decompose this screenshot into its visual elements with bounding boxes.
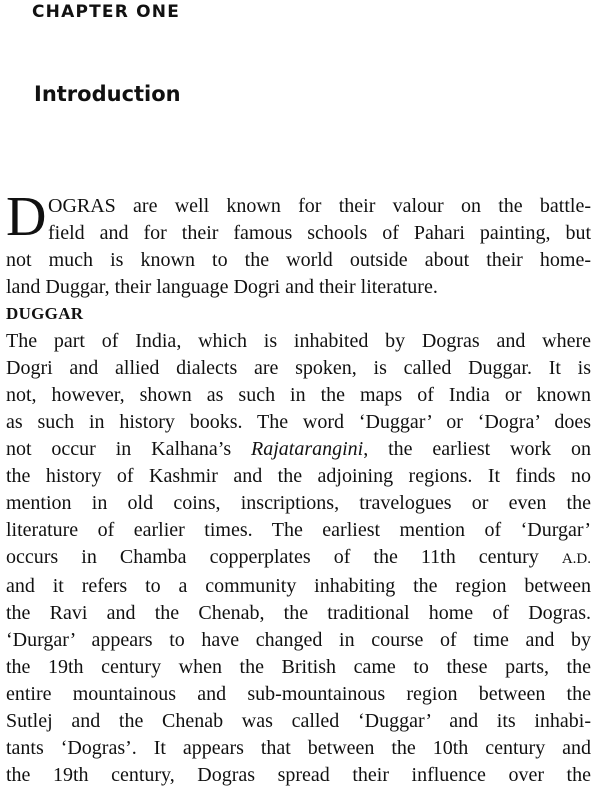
paragraph-line: the 19th century, Dogras spread their influence over the	[6, 764, 591, 786]
paragraph-line: not, however, shown as such in the maps of India or known	[6, 384, 591, 406]
section-heading: DUGGAR	[6, 304, 84, 323]
paragraph-line: Dogri and allied dialects are spoken, is called Duggar. It is	[6, 357, 591, 379]
paragraph-line: the Ravi and the Chenab, the traditional home of Dogras.	[6, 602, 591, 624]
era-abbreviation: A.D.	[561, 551, 591, 567]
paragraph-line-with-title	[6, 436, 591, 463]
line-segment: , the earliest work on	[363, 438, 591, 460]
paragraph-line: tants ‘Dogras’. It appears that between the 10th century and	[6, 737, 591, 759]
paragraph-line: and it refers to a community inhabiting the region between	[6, 575, 591, 597]
paragraph-line: OGRAS are well known for their valour on the battle-	[48, 195, 591, 217]
paragraph-line: as such in history books. The word ‘Duggar’ or ‘Dogra’ does	[6, 411, 591, 433]
paragraph-line: field and for their famous schools of Pahari painting, but	[48, 222, 591, 244]
paragraph-line: the 19th century when the British came to these parts, the	[6, 656, 591, 678]
paragraph-line: not much is known to the world outside about their home-	[6, 249, 591, 271]
chapter-title: Introduction	[34, 82, 181, 106]
duggar-paragraph	[6, 328, 591, 789]
paragraph-line: mention in old coins, inscriptions, travelogues or even the	[6, 492, 591, 514]
paragraph-line: entire mountainous and sub-mountainous region between the	[6, 683, 591, 705]
paragraph-line: The part of India, which is inhabited by Dogras and where	[6, 330, 591, 352]
chapter-label: CHAPTER ONE	[32, 2, 181, 22]
line-segment: occurs in Chamba copperplates of the 11th century	[6, 546, 562, 568]
paragraph-line: literature of earlier times. The earliest mention of ‘Durgar’	[6, 519, 591, 541]
drop-cap: D	[6, 186, 47, 248]
paragraph-line-with-era	[6, 544, 591, 573]
line-segment: not occur in Kalhana’s	[6, 438, 251, 460]
paragraph-line: land Duggar, their language Dogri and their literature.	[6, 276, 438, 298]
intro-paragraph	[6, 193, 591, 301]
paragraph-line: the history of Kashmir and the adjoining regions. It finds no	[6, 465, 591, 487]
italic-book-title: Rajatarangini	[251, 438, 364, 460]
paragraph-line: Sutlej and the Chenab was called ‘Duggar’ and its inhabi-	[6, 710, 591, 732]
paragraph-line: ‘Durgar’ appears to have changed in course of time and by	[6, 629, 591, 651]
